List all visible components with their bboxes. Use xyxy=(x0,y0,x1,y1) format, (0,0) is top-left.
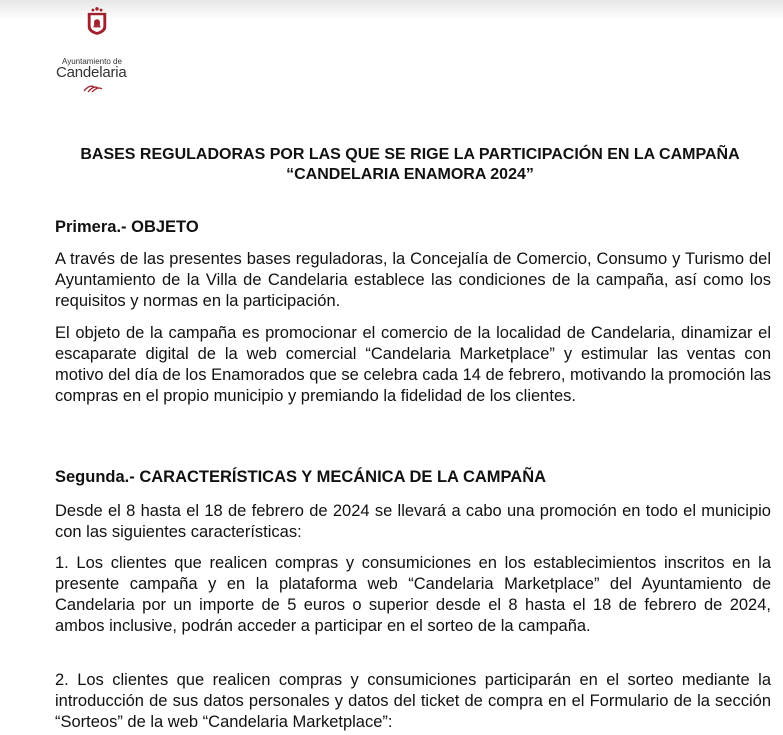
paragraph: Desde el 8 hasta el 18 de febrero de 2024 se llevará a cabo una promoción en todo el municipio con las siguientes características: xyxy=(55,502,771,541)
section-heading-segunda: Segunda.- CARACTERÍSTICAS Y MECÁNICA DE LA CAMPAÑA xyxy=(55,468,547,486)
document-title: BASES REGULADORAS POR LAS QUE SE RIGE LA PARTICIPACIÓN EN LA CAMPAÑA “CANDELARIA ENAMORA 2024” xyxy=(80,146,740,183)
crest-icon xyxy=(57,6,137,58)
paragraph: 2. Los clientes que realicen compras y consumiciones participarán en el sorteo mediante la introducción de sus datos personales y datos del ticket de compra en el Formulario de la sección “Sorteos” de la web “Candelaria Marketplace”: xyxy=(55,671,771,731)
logo-line2: Candelaria xyxy=(56,64,127,81)
paragraph: El objeto de la campaña es promocionar el comercio de la localidad de Candelaria, dinamizar el escaparate digital de la web comercial “Candelaria Marketplace” y estimular las ventas con motivo del día de los Enamorados que se celebra cada 14 de febrero, motivando la promoción las compras en el propio municipio y premiando la fidelidad de los clientes. xyxy=(55,324,771,405)
logo-line1: Ayuntamiento de xyxy=(62,57,122,66)
section-heading-primera: Primera.- OBJETO xyxy=(55,218,199,236)
paragraph: A través de las presentes bases reguladoras, la Concejalía de Comercio, Consumo y Turismo del Ayuntamiento de la Villa de Candelaria establece las condiciones de la campaña, así como los requisitos y normas en la participación. xyxy=(55,250,771,310)
paragraph: 1. Los clientes que realicen compras y consumiciones en los establecimientos inscritos en la presente campaña y en la plataforma web “Candelaria Marketplace” del Ayuntamiento de Candelaria por un importe de 5 euros o superior desde el 8 hasta el 18 de febrero de 2024, ambos inclusive, podrán acceder a participar en el sorteo de la campaña. xyxy=(55,554,771,635)
logo-flourish-icon xyxy=(82,83,104,93)
